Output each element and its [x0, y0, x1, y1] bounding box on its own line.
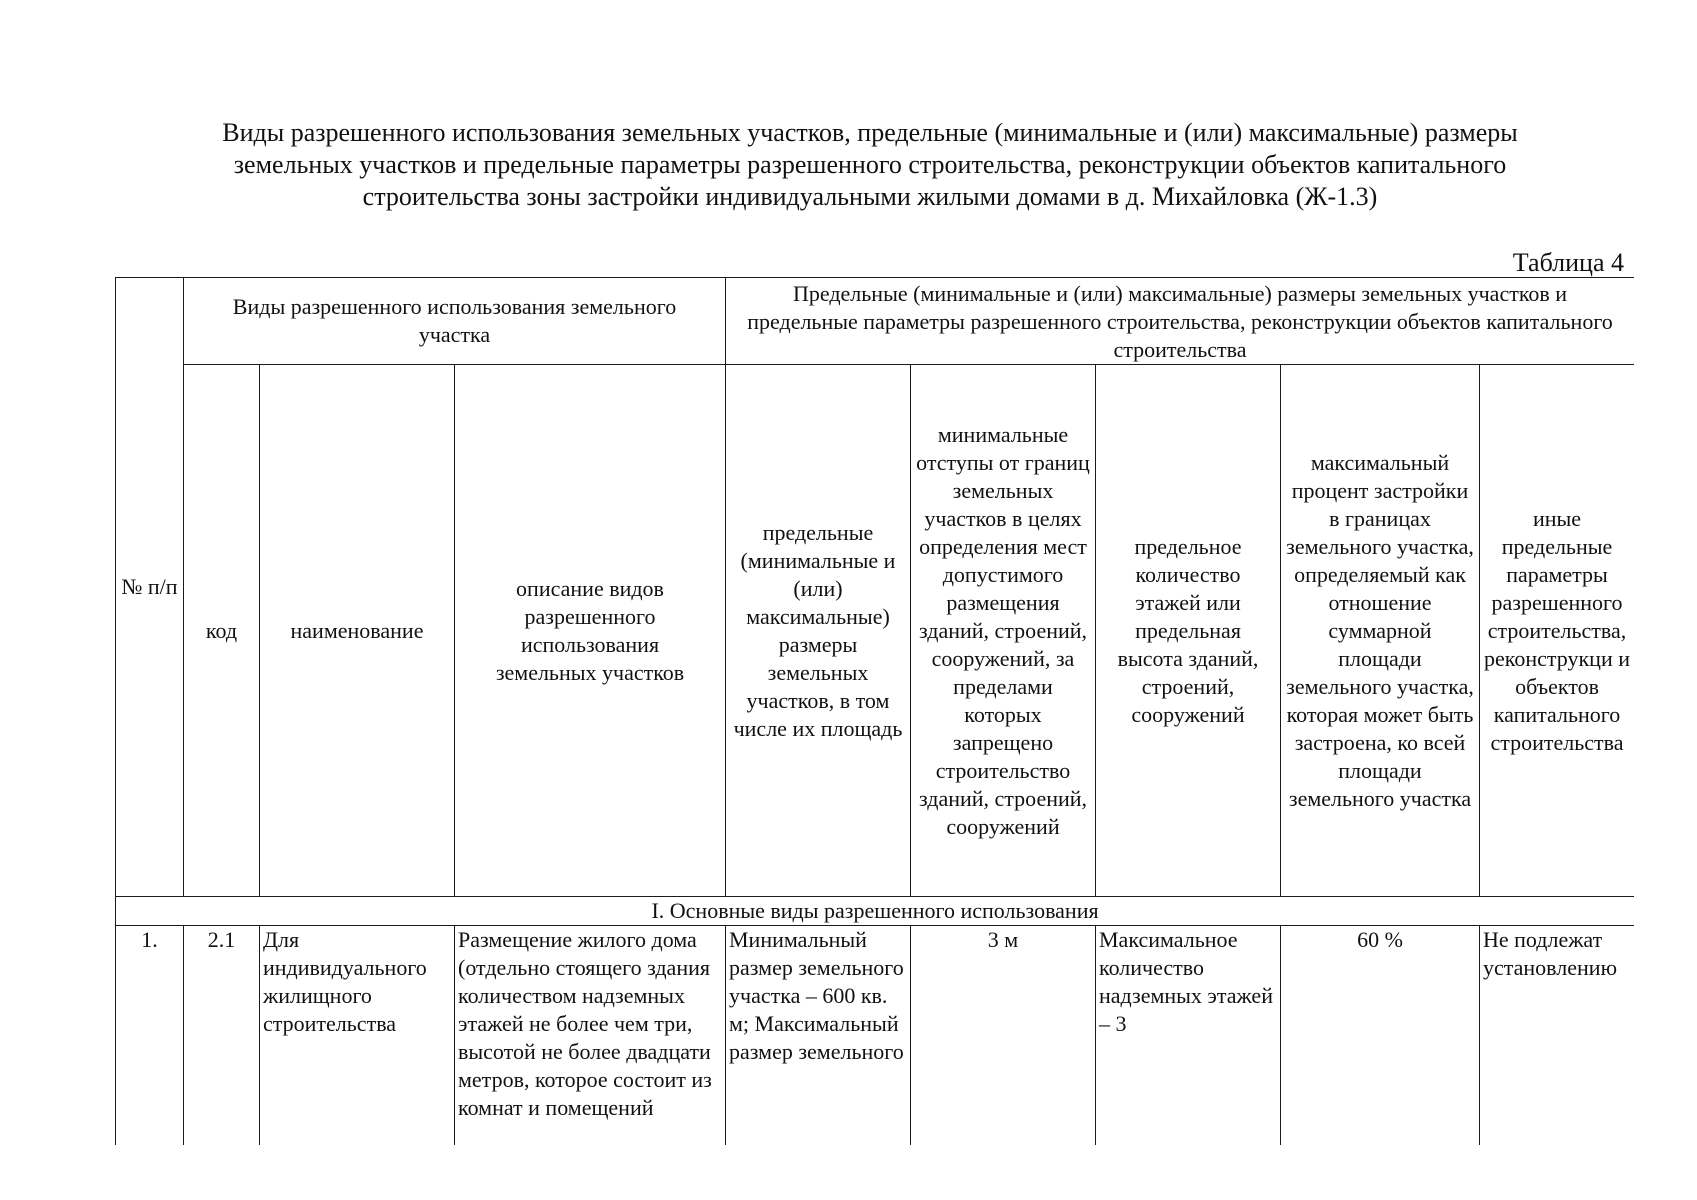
cell-coverage: 60 %	[1281, 926, 1480, 1146]
document-title	[150, 117, 1590, 213]
cell-setbacks: 3 м	[911, 926, 1096, 1146]
table-label: Таблица 4	[1512, 248, 1624, 277]
land-use-table	[115, 277, 1634, 1145]
header-num: № п/п	[116, 278, 184, 897]
table-container	[115, 277, 1634, 1145]
cell-other: Не подлежат установлению	[1480, 926, 1635, 1146]
header-group-vri: Виды разрешенного использования земельного участка	[184, 278, 726, 365]
header-code: код	[184, 365, 260, 897]
section-title: I. Основные виды разрешенного использования	[116, 897, 1635, 926]
header-setbacks: минимальные отступы от границ земельных участков в целях определения мест допустимого размещения зданий, строений, сооружений, за пределами которых запрещено строительство зданий, строений, сооружений	[911, 365, 1096, 897]
cell-name: Для индивидуального жилищного строительства	[260, 926, 455, 1146]
cell-num: 1.	[116, 926, 184, 1146]
header-name: наименование	[260, 365, 455, 897]
cell-code: 2.1	[184, 926, 260, 1146]
cell-floors: Максимальное количество надземных этажей – 3	[1096, 926, 1281, 1146]
header-other: иные предельные параметры разрешенного строительства, реконструкци и объектов капитального строительства	[1480, 365, 1635, 897]
header-sizes: предельные (минимальные и (или) максимальные) размеры земельных участков, в том числе их площадь	[726, 365, 911, 897]
cell-description: Размещение жилого дома (отдельно стоящего здания количеством надземных этажей не более чем три, высотой не более двадцати метров, которое состоит из комнат и помещений	[455, 926, 726, 1146]
title-line-1: Виды разрешенного использования земельных участков, предельные (минимальные и (или) максимальные) размеры	[222, 118, 1518, 147]
title-line-2: земельных участков и предельные параметры разрешенного строительства, реконструкции объектов капитального	[233, 150, 1507, 179]
title-line-3: строительства зоны застройки индивидуальными жилыми домами в д. Михайловка (Ж-1.3)	[362, 182, 1378, 211]
header-floors: предельное количество этажей или предельная высота зданий, строений, сооружений	[1096, 365, 1281, 897]
header-coverage: максимальный процент застройки в границах земельного участка, определяемый как отношение суммарной площади земельного участка, которая может быть застроена, ко всей площади земельного участка	[1281, 365, 1480, 897]
table-row	[116, 926, 1635, 1146]
cell-sizes: Минимальный размер земельного участка – 600 кв. м; Максимальный размер земельного	[726, 926, 911, 1146]
header-group-params: Предельные (минимальные и (или) максимальные) размеры земельных участков и предельные параметры разрешенного строительства, реконструкции объектов капитального строительства	[726, 278, 1635, 365]
header-description: описание видов разрешенного использования земельных участков	[455, 365, 726, 897]
